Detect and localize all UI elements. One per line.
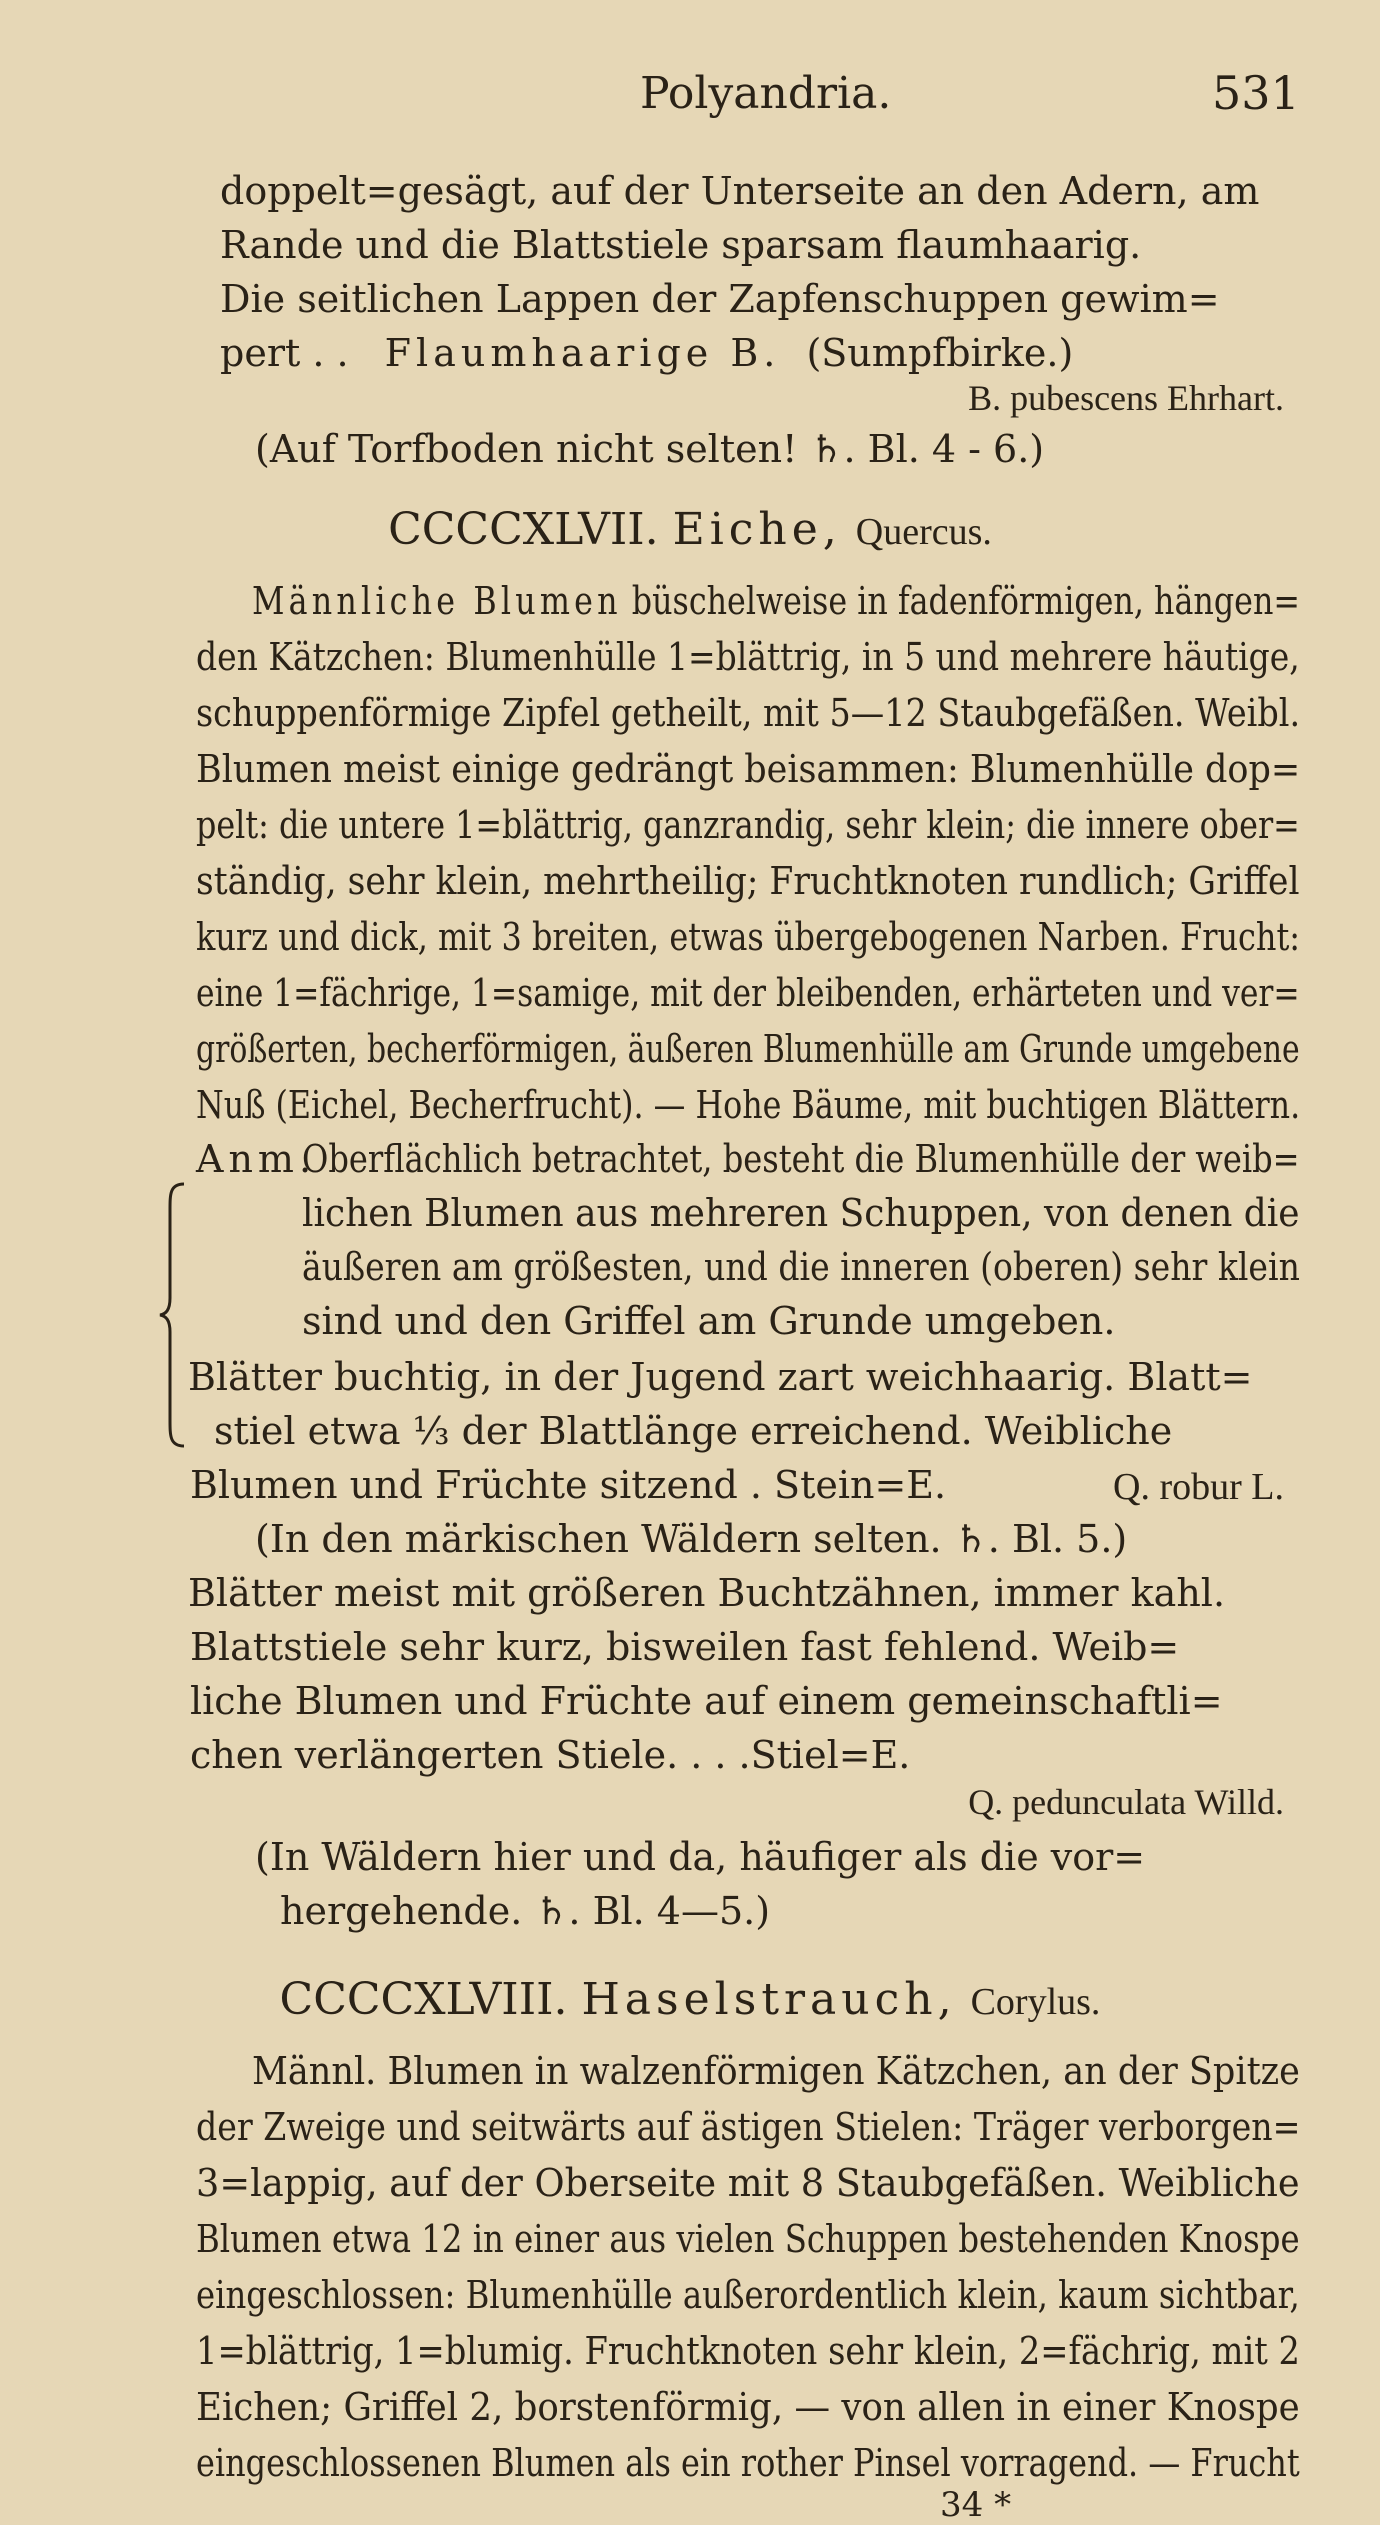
species-name: Flaumhaarige B. bbox=[384, 331, 781, 375]
binomial: B. pubescens Ehrhart. bbox=[968, 378, 1284, 418]
key-line bbox=[190, 1463, 947, 1507]
running-title: Polyandria. bbox=[640, 68, 892, 119]
genus-numeral: CCCCXLVII. bbox=[388, 504, 659, 555]
text-line: schuppenförmige Zipfel getheilt, mit 5—12 Staubgefäßen. Weibl. bbox=[196, 691, 1301, 735]
text-line: doppelt=gesägt, auf der Unterseite an den Adern, am bbox=[220, 169, 1260, 213]
note-line: lichen Blumen aus mehreren Schuppen, von denen die bbox=[302, 1191, 1300, 1235]
section-label: Männliche Blumen bbox=[252, 579, 622, 623]
note-line: sind und den Griffel am Grunde umgeben. bbox=[302, 1299, 1116, 1343]
text-line: größerten, becherförmigen, äußeren Blumenhülle am Grunde umgebene bbox=[196, 1027, 1300, 1071]
text-line: pelt: die untere 1=blättrig, ganzrandig, sehr klein; die innere ober= bbox=[196, 803, 1300, 847]
genus-numeral: CCCCXLVIII. bbox=[279, 1974, 568, 2025]
text-line: 3=lappig, auf der Oberseite mit 8 Staubgefäßen. Weibliche bbox=[196, 2161, 1300, 2205]
key-line: Blätter buchtig, in der Jugend zart weichhaarig. Blatt= bbox=[188, 1355, 1253, 1399]
key-line: chen verlängerten Stiele. . . .Stiel=E. bbox=[190, 1733, 911, 1777]
text-line: Eichen; Griffel 2, borstenförmig, — von allen in einer Knospe bbox=[196, 2385, 1300, 2429]
text-line bbox=[252, 579, 1300, 623]
text-fragment: pert . . bbox=[220, 331, 349, 375]
genus-heading bbox=[0, 1974, 1380, 2025]
genus-german: Haselstrauch, bbox=[581, 1974, 957, 2025]
text-line: Männl. Blumen in walzenförmigen Kätzchen, an der Spitze bbox=[252, 2049, 1300, 2093]
text-line: Blumen meist einige gedrängt beisammen: Blumenhülle dop= bbox=[196, 747, 1301, 791]
text-fragment: büschelweise in fadenförmigen, hängen= bbox=[621, 579, 1300, 623]
text-fragment: Blumen und Früchte sitzend . Stein=E. bbox=[190, 1463, 947, 1507]
text-line: Rande und die Blattstiele sparsam flaumhaarig. bbox=[220, 223, 1142, 267]
key-line: stiel etwa ⅓ der Blattlänge erreichend. Weibliche bbox=[214, 1409, 1173, 1453]
text-line: eingeschlossenen Blumen als ein rother Pinsel vorragend. — Frucht bbox=[196, 2441, 1300, 2485]
habitat-note: (In den märkischen Wäldern selten. ♄. Bl. 5.) bbox=[255, 1517, 1128, 1561]
text-line bbox=[220, 331, 1074, 375]
note-line: Oberflächlich betrachtet, besteht die Blumenhülle der weib= bbox=[302, 1137, 1300, 1181]
habitat-note: (Auf Torfboden nicht selten! ♄. Bl. 4 - 6.) bbox=[255, 427, 1045, 471]
genus-heading bbox=[0, 504, 1380, 555]
genus-latin: Corylus. bbox=[970, 1981, 1101, 2023]
page-number: 531 bbox=[1212, 66, 1300, 120]
text-line: Blumen etwa 12 in einer aus vielen Schuppen bestehenden Knospe bbox=[196, 2217, 1300, 2261]
note-label: Anm. bbox=[196, 1137, 317, 1181]
habitat-note: hergehende. ♄. Bl. 4—5.) bbox=[280, 1889, 771, 1933]
text-line: eingeschlossen: Blumenhülle außerordentlich klein, kaum sichtbar, bbox=[196, 2273, 1300, 2317]
text-line: Die seitlichen Lappen der Zapfenschuppen gewim= bbox=[220, 277, 1220, 321]
binomial: Q. pedunculata Willd. bbox=[968, 1782, 1284, 1822]
key-line: liche Blumen und Früchte auf einem gemeinschaftli= bbox=[190, 1679, 1223, 1723]
key-line: Blattstiele sehr kurz, bisweilen fast fehlend. Weib= bbox=[190, 1625, 1180, 1669]
binomial: Q. robur L. bbox=[1113, 1466, 1284, 1508]
text-line: der Zweige und seitwärts auf ästigen Stielen: Träger verborgen= bbox=[196, 2105, 1301, 2149]
common-name: (Sumpfbirke.) bbox=[806, 331, 1074, 375]
text-line: 1=blättrig, 1=blumig. Fruchtknoten sehr klein, 2=fächrig, mit 2 bbox=[196, 2329, 1300, 2373]
genus-latin: Quercus. bbox=[855, 511, 992, 553]
text-line: ständig, sehr klein, mehrtheilig; Fruchtknoten rundlich; Griffel bbox=[196, 859, 1300, 903]
text-line: den Kätzchen: Blumenhülle 1=blättrig, in 5 und mehrere häutige, bbox=[196, 635, 1300, 679]
signature-mark: 34 * bbox=[940, 2485, 1012, 2525]
habitat-note: (In Wäldern hier und da, häufiger als die vor= bbox=[255, 1835, 1146, 1879]
text-line: Nuß (Eichel, Becherfrucht). — Hohe Bäume, mit buchtigen Blättern. bbox=[196, 1083, 1301, 1127]
key-line: Blätter meist mit größeren Buchtzähnen, immer kahl. bbox=[188, 1571, 1226, 1615]
note-line: äußeren am größesten, und die inneren (oberen) sehr klein bbox=[302, 1245, 1300, 1289]
key-brace bbox=[158, 1180, 188, 1450]
text-line: eine 1=fächrige, 1=samige, mit der bleibenden, erhärteten und ver= bbox=[196, 971, 1300, 1015]
text-line: kurz und dick, mit 3 breiten, etwas übergebogenen Narben. Frucht: bbox=[196, 915, 1301, 959]
genus-german: Eiche, bbox=[672, 504, 842, 555]
